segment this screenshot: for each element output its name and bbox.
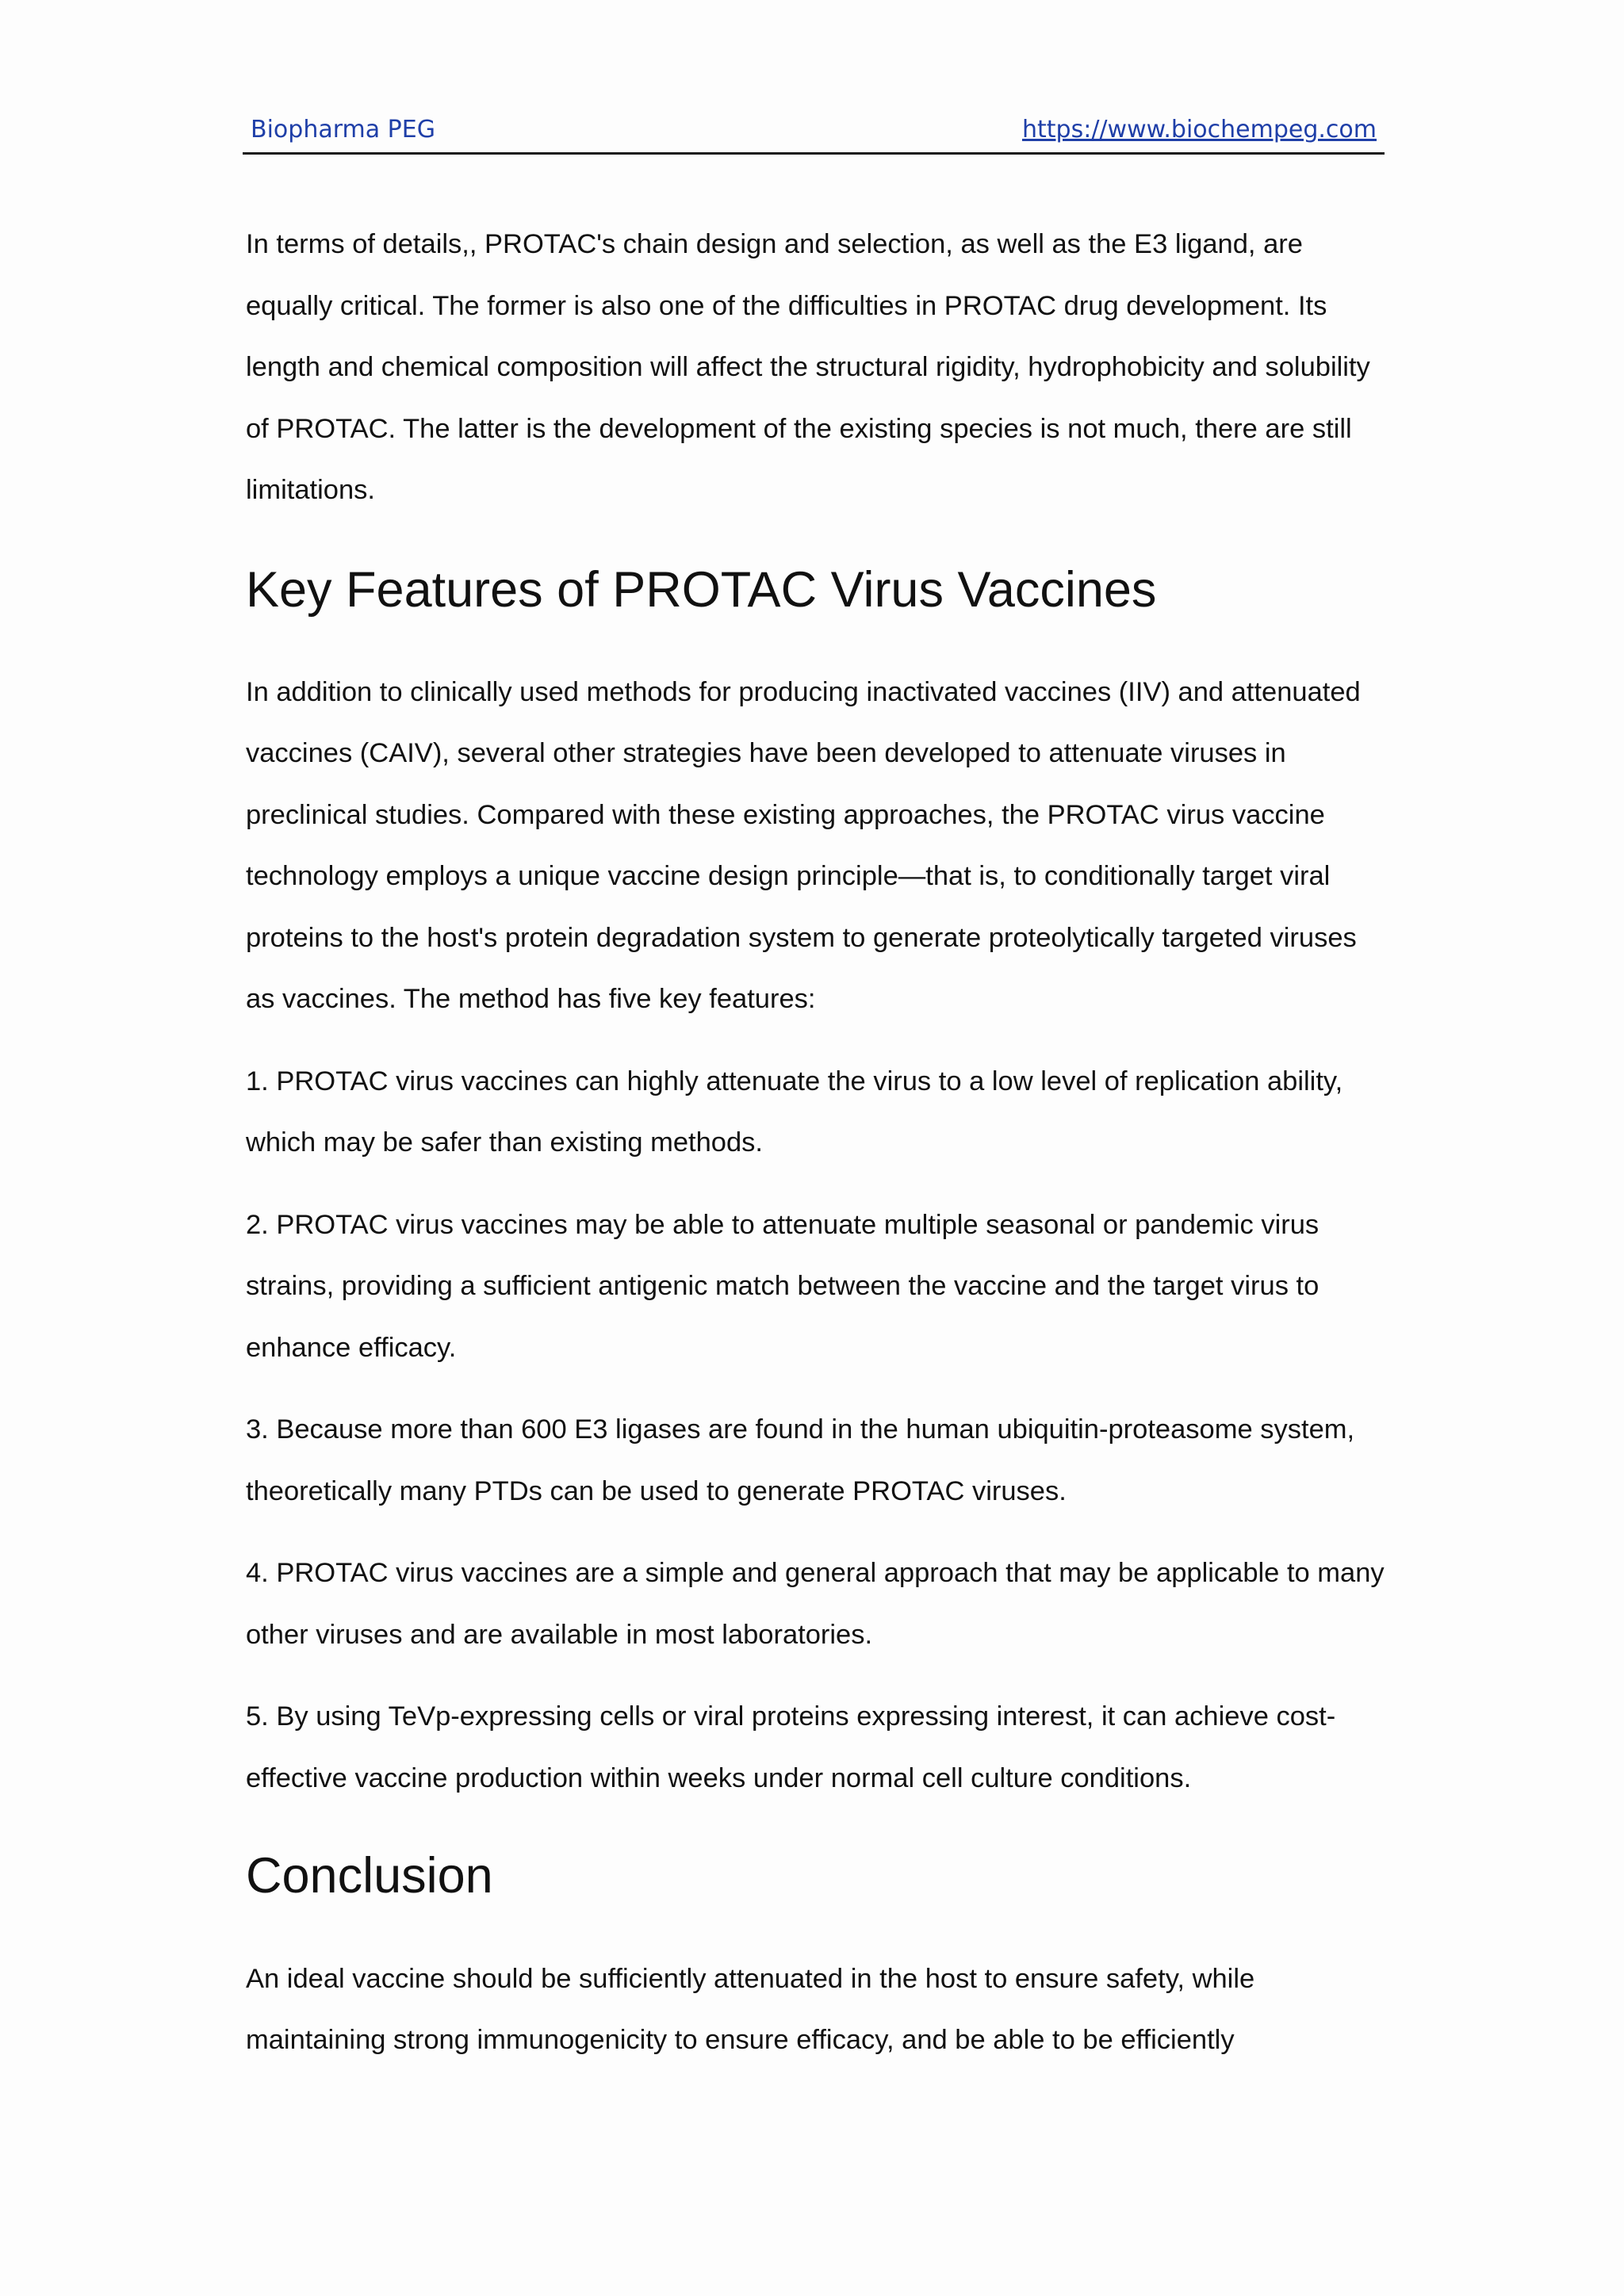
section-heading-key-features: Key Features of PROTAC Virus Vaccines: [246, 561, 1157, 618]
website-link[interactable]: https://www.biochempeg.com: [1022, 116, 1377, 144]
feature-item-4: 4. PROTAC virus vaccines are a simple and general approach that may be applicable to many other viruses and are available in most laboratories.: [246, 1558, 1385, 1650]
feature-item-3: 3. Because more than 600 E3 ligases are found in the human ubiquitin-proteasome system, theoretically many PTDs can be used to generate PROTAC viruses.: [246, 1414, 1355, 1506]
feature-item-2: 2. PROTAC virus vaccines may be able to attenuate multiple seasonal or pandemic virus strains, providing a sufficient antigenic match between the vaccine and the target virus to enhance efficacy.: [246, 1209, 1320, 1363]
intro-paragraph: In terms of details,, PROTAC's chain design and selection, as well as the E3 ligand, are equally critical. The former is also one of the difficulties in PROTAC drug development. Its length and chemical composition will affect the structural rigidity, hydrophobicity and solubility of PROTAC. The latter is the development of the existing species is not much, there are still limitations.: [246, 229, 1370, 505]
feature-item-5: 5. By using TeVp-expressing cells or viral proteins expressing interest, it can achieve cost-effective vaccine production within weeks under normal cell culture conditions.: [246, 1701, 1336, 1793]
key-features-intro: In addition to clinically used methods for producing inactivated vaccines (IIV) and attenuated vaccines (CAIV), several other strategies have been developed to attenuate viruses in preclinical studies. Compared with these existing approaches, the PROTAC virus vaccine technology employs a unique vaccine design principle—that is, to conditionally target viral proteins to the host's protein degradation system to generate proteolytically targeted viruses as vaccines. The method has five key features:: [246, 676, 1361, 1015]
section-heading-conclusion: Conclusion: [246, 1848, 493, 1904]
feature-item-1: 1. PROTAC virus vaccines can highly attenuate the virus to a low level of replication ability, which may be safer than existing methods.: [246, 1066, 1343, 1158]
document-body: [246, 214, 1388, 2072]
page-header: [243, 116, 1385, 155]
brand-name: Biopharma PEG: [251, 116, 435, 144]
conclusion-paragraph: An ideal vaccine should be sufficiently attenuated in the host to ensure safety, while maintaining strong immunogenicity to ensure efficacy, and be able to be efficiently: [246, 1963, 1255, 2056]
